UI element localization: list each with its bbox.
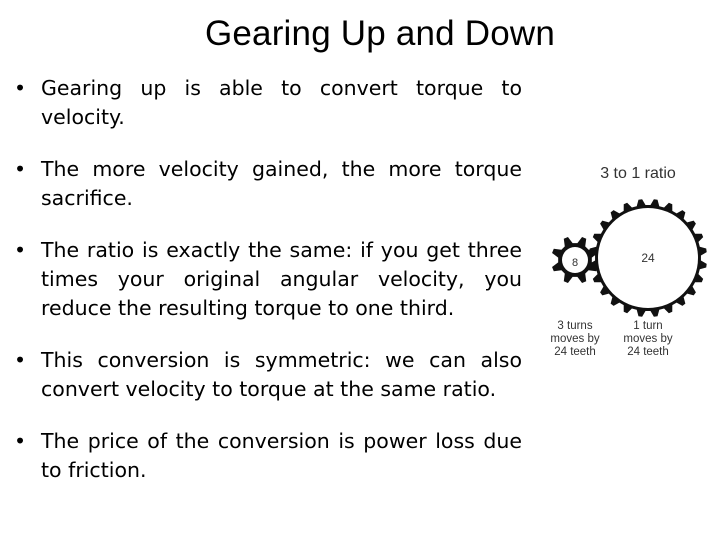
bullet-item: [14, 236, 522, 323]
bullet-text: This conversion is symmetric: we can also convert velocity to torque at the same ratio.: [41, 348, 522, 401]
small-gear-teeth-label: 8: [571, 257, 579, 269]
small-gear-caption-line-1: 3 turns: [557, 320, 593, 332]
small-gear-caption-line-3: 24 teeth: [554, 346, 596, 358]
bullet-item: [14, 155, 522, 213]
bullet-marker: •: [14, 429, 27, 453]
bullet-marker: •: [14, 76, 27, 100]
ratio-label: 3 to 1 ratio: [600, 165, 676, 182]
large-gear-teeth-label: 24: [641, 251, 655, 265]
gear-diagram: [540, 155, 720, 375]
bullet-text: The more velocity gained, the more torque sacrifice.: [41, 157, 522, 210]
bullet-marker: •: [14, 157, 27, 181]
large-gear-caption-line-1: 1 turn: [633, 320, 663, 332]
bullet-text: The price of the conversion is power loss due to friction.: [41, 429, 522, 482]
bullet-list: [14, 74, 522, 508]
bullet-marker: •: [14, 238, 27, 262]
bullet-text: Gearing up is able to convert torque to velocity.: [41, 76, 522, 129]
large-gear-caption-line-3: 24 teeth: [627, 346, 669, 358]
small-gear-caption-line-2: moves by: [550, 333, 600, 345]
bullet-text: The ratio is exactly the same: if you get three times your original angular velocity, you reduce the resulting torque to one third.: [41, 238, 522, 320]
bullet-item: [14, 346, 522, 404]
gear-ratio-figure: [540, 155, 720, 375]
bullet-item: [14, 427, 522, 485]
bullet-marker: •: [14, 348, 27, 372]
large-gear-caption-line-2: moves by: [623, 333, 673, 345]
bullet-item: [14, 74, 522, 132]
slide-title: Gearing Up and Down: [204, 14, 556, 53]
